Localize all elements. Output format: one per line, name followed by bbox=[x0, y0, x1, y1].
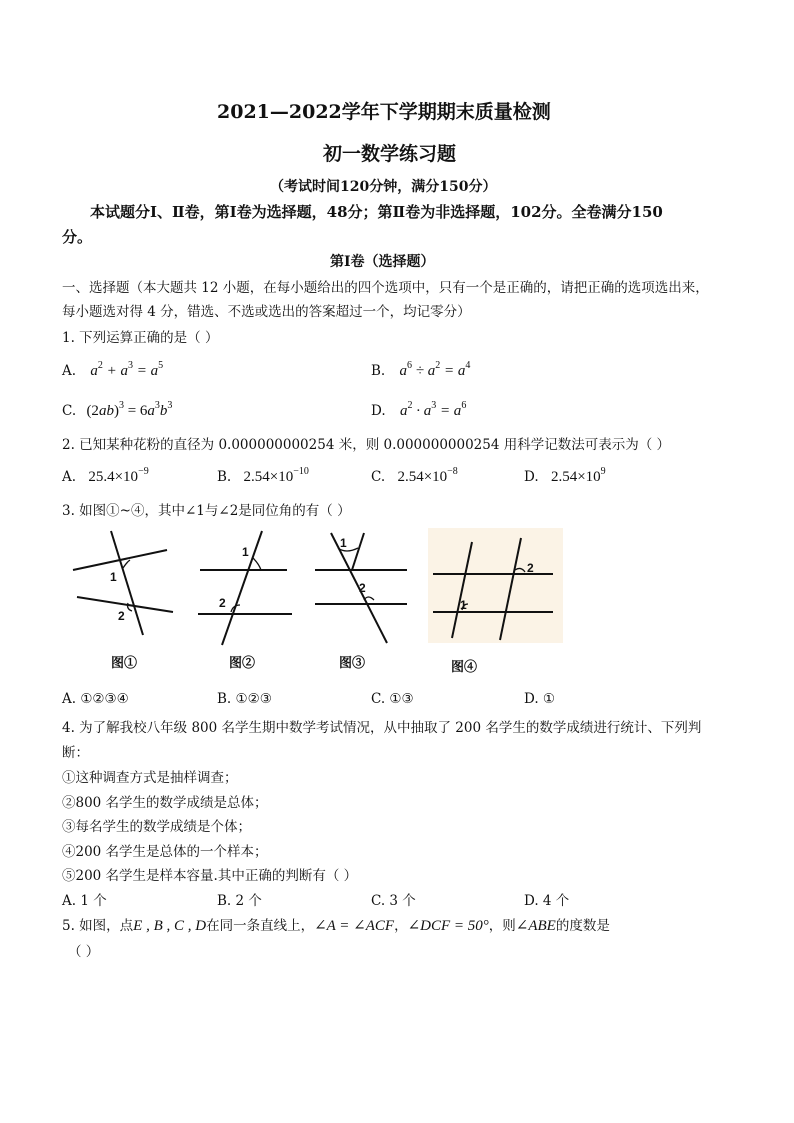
section-instructions-line1: 一、选择题（本大题共 12 小题，在每小题给出的四个选项中，只有一个是正确的，请把正确的选项选出来， bbox=[62, 280, 709, 296]
q4-item-2: ②800 名学生的数学成绩是总体； bbox=[62, 795, 268, 811]
q4-stem-line2: 断： bbox=[62, 745, 89, 761]
section-instructions-line2: 每小题选对得 4 分，错选、不选或选出的答案超过一个，均记零分） bbox=[62, 304, 471, 320]
q1-option-b-expr: $a^6 \div a^2 = a^4$ bbox=[399, 360, 471, 379]
q2-option-c-expr: $2.54\times 10^{-8}$ bbox=[397, 466, 458, 485]
q5-points: E , B , C , D bbox=[133, 918, 207, 934]
fig1-line-bottom bbox=[77, 597, 173, 612]
q4-option-c: C. 3 个 bbox=[371, 893, 416, 909]
q2-option-b bbox=[217, 466, 309, 486]
q2-option-a-expr: $25.4\times 10^{-9}$ bbox=[88, 466, 149, 485]
q3-option-c: C. ①③ bbox=[371, 691, 414, 707]
q1-option-d bbox=[371, 400, 466, 420]
exam-subtitle: 初一数学练习题 bbox=[323, 143, 457, 165]
q1-stem: 1. 下列运算正确的是（ ） bbox=[62, 330, 219, 346]
q2-option-d-exp: 9 bbox=[600, 466, 606, 477]
q5-stem-mid2: ， bbox=[394, 918, 408, 934]
fig2-angle-arc-1 bbox=[253, 558, 261, 570]
fig4-angle-label-2: 2 bbox=[527, 561, 534, 575]
fig3-angle-label-1: 1 bbox=[340, 536, 347, 550]
q4-item-5: ⑤200 名学生是样本容量.其中正确的判断有（ ） bbox=[62, 868, 358, 884]
q2-option-a bbox=[62, 466, 149, 486]
fig4-paper-tint bbox=[428, 528, 563, 643]
q1-option-c-label: C. bbox=[62, 403, 77, 419]
q1-option-b bbox=[371, 360, 470, 380]
q4-stem-line1: 4. 为了解我校八年级 800 名学生期中数学考试情况，从中抽取了 200 名学生的数学成绩进行统计、下列判 bbox=[62, 720, 702, 736]
q2-option-d-label: D. bbox=[524, 469, 539, 485]
q3-figure-2 bbox=[195, 528, 295, 648]
q5-angle-abe: ∠ABE bbox=[515, 918, 556, 934]
fig1-angle-label-2: 2 bbox=[118, 609, 125, 623]
q3-figure-4 bbox=[428, 528, 563, 643]
q2-option-b-expr: $2.54\times 10^{-10}$ bbox=[243, 466, 309, 485]
q2-option-d bbox=[524, 466, 606, 486]
fig4-angle-label-1: 1 bbox=[460, 598, 467, 612]
exam-intro-line1: 本试题分Ⅰ、Ⅱ卷，第Ⅰ卷为选择题，48分；第Ⅱ卷为非选择题，102分。全卷满分150 bbox=[90, 203, 663, 221]
exam-time-note: （考试时间120分钟，满分150分） bbox=[270, 179, 497, 195]
q1-option-d-expr: $a^2 \cdot a^3 = a^6$ bbox=[399, 400, 467, 419]
q1-option-d-label: D. bbox=[371, 403, 386, 419]
q3-stem: 3. 如图①~④，其中∠1与∠2是同位角的有（ ） bbox=[62, 503, 351, 519]
fig2-angle-label-2: 2 bbox=[219, 596, 226, 610]
fig2-angle-label-1: 1 bbox=[242, 545, 249, 559]
q4-item-4: ④200 名学生是总体的一个样本； bbox=[62, 844, 268, 860]
q2-option-a-label: A. bbox=[62, 469, 77, 485]
q2-option-b-label: B. bbox=[217, 469, 232, 485]
q4-option-d: D. 4 个 bbox=[524, 893, 570, 909]
q2-option-c-exp: −8 bbox=[447, 466, 458, 477]
q4-item-3: ③每名学生的数学成绩是个体； bbox=[62, 819, 251, 835]
fig1-angle-arc-1 bbox=[123, 560, 130, 568]
fig1-angle-arc-2 bbox=[128, 603, 133, 611]
q5-stem-mid: 在同一条直线上， bbox=[206, 918, 315, 934]
q3-figure-2-caption: 图② bbox=[229, 656, 256, 671]
q4-item-1: ①这种调查方式是抽样调查； bbox=[62, 770, 238, 786]
q5-stem bbox=[62, 914, 610, 935]
fig3-angle-label-2: 2 bbox=[359, 581, 366, 595]
q1-option-c-expr: $(2ab)^3 = 6a^3b^3$ bbox=[86, 400, 173, 419]
q2-option-a-exp: −9 bbox=[138, 466, 149, 477]
q2-option-c bbox=[371, 466, 458, 486]
q1-option-a bbox=[62, 360, 163, 380]
q5-stem-end: 的度数是 bbox=[555, 918, 610, 934]
q3-figure-3-caption: 图③ bbox=[339, 656, 366, 671]
exam-title: 2021—2022学年下学期期末质量检测 bbox=[217, 101, 551, 123]
q1-option-b-label: B. bbox=[371, 363, 386, 379]
q5-stem-suffix: ，则 bbox=[488, 918, 516, 934]
fig1-angle-label-1: 1 bbox=[110, 570, 117, 584]
section-heading: 第Ⅰ卷（选择题） bbox=[330, 254, 435, 270]
q3-figure-1-caption: 图① bbox=[111, 656, 138, 671]
q2-stem: 2. 已知某种花粉的直径为 0.000000000254 米，则 0.000000000254 用科学记数法可表示为（ ） bbox=[62, 437, 671, 453]
q4-option-a: A. 1 个 bbox=[62, 893, 107, 909]
q3-option-b: B. ①②③ bbox=[217, 691, 272, 707]
q3-option-d: D. ① bbox=[524, 691, 556, 707]
q4-option-b: B. 2 个 bbox=[217, 893, 262, 909]
q5-angle-equality: ∠A = ∠ACF bbox=[314, 918, 395, 934]
q3-figure-3 bbox=[312, 528, 412, 648]
exam-intro-line2: 分。 bbox=[62, 228, 93, 246]
q3-figure-1 bbox=[70, 528, 180, 643]
q5-stem-line2: （ ） bbox=[68, 944, 100, 960]
q3-figure-4-caption: 图④ bbox=[451, 660, 478, 675]
q2-option-b-exp: −10 bbox=[293, 466, 309, 477]
q3-option-a: A. ①②③④ bbox=[62, 691, 129, 707]
fig3-transversal-right bbox=[352, 533, 364, 570]
q5-stem-prefix: 5. 如图，点 bbox=[62, 918, 134, 934]
q2-option-d-expr: $2.54\times 10^9$ bbox=[550, 466, 606, 485]
q2-option-c-label: C. bbox=[371, 469, 386, 485]
q1-option-a-label: A. bbox=[62, 363, 77, 379]
q1-option-a-expr: $a^2 + a^3 = a^5$ bbox=[90, 360, 164, 379]
q5-angle-dcf: ∠DCF = 50° bbox=[407, 918, 489, 934]
q1-option-c bbox=[62, 400, 172, 420]
